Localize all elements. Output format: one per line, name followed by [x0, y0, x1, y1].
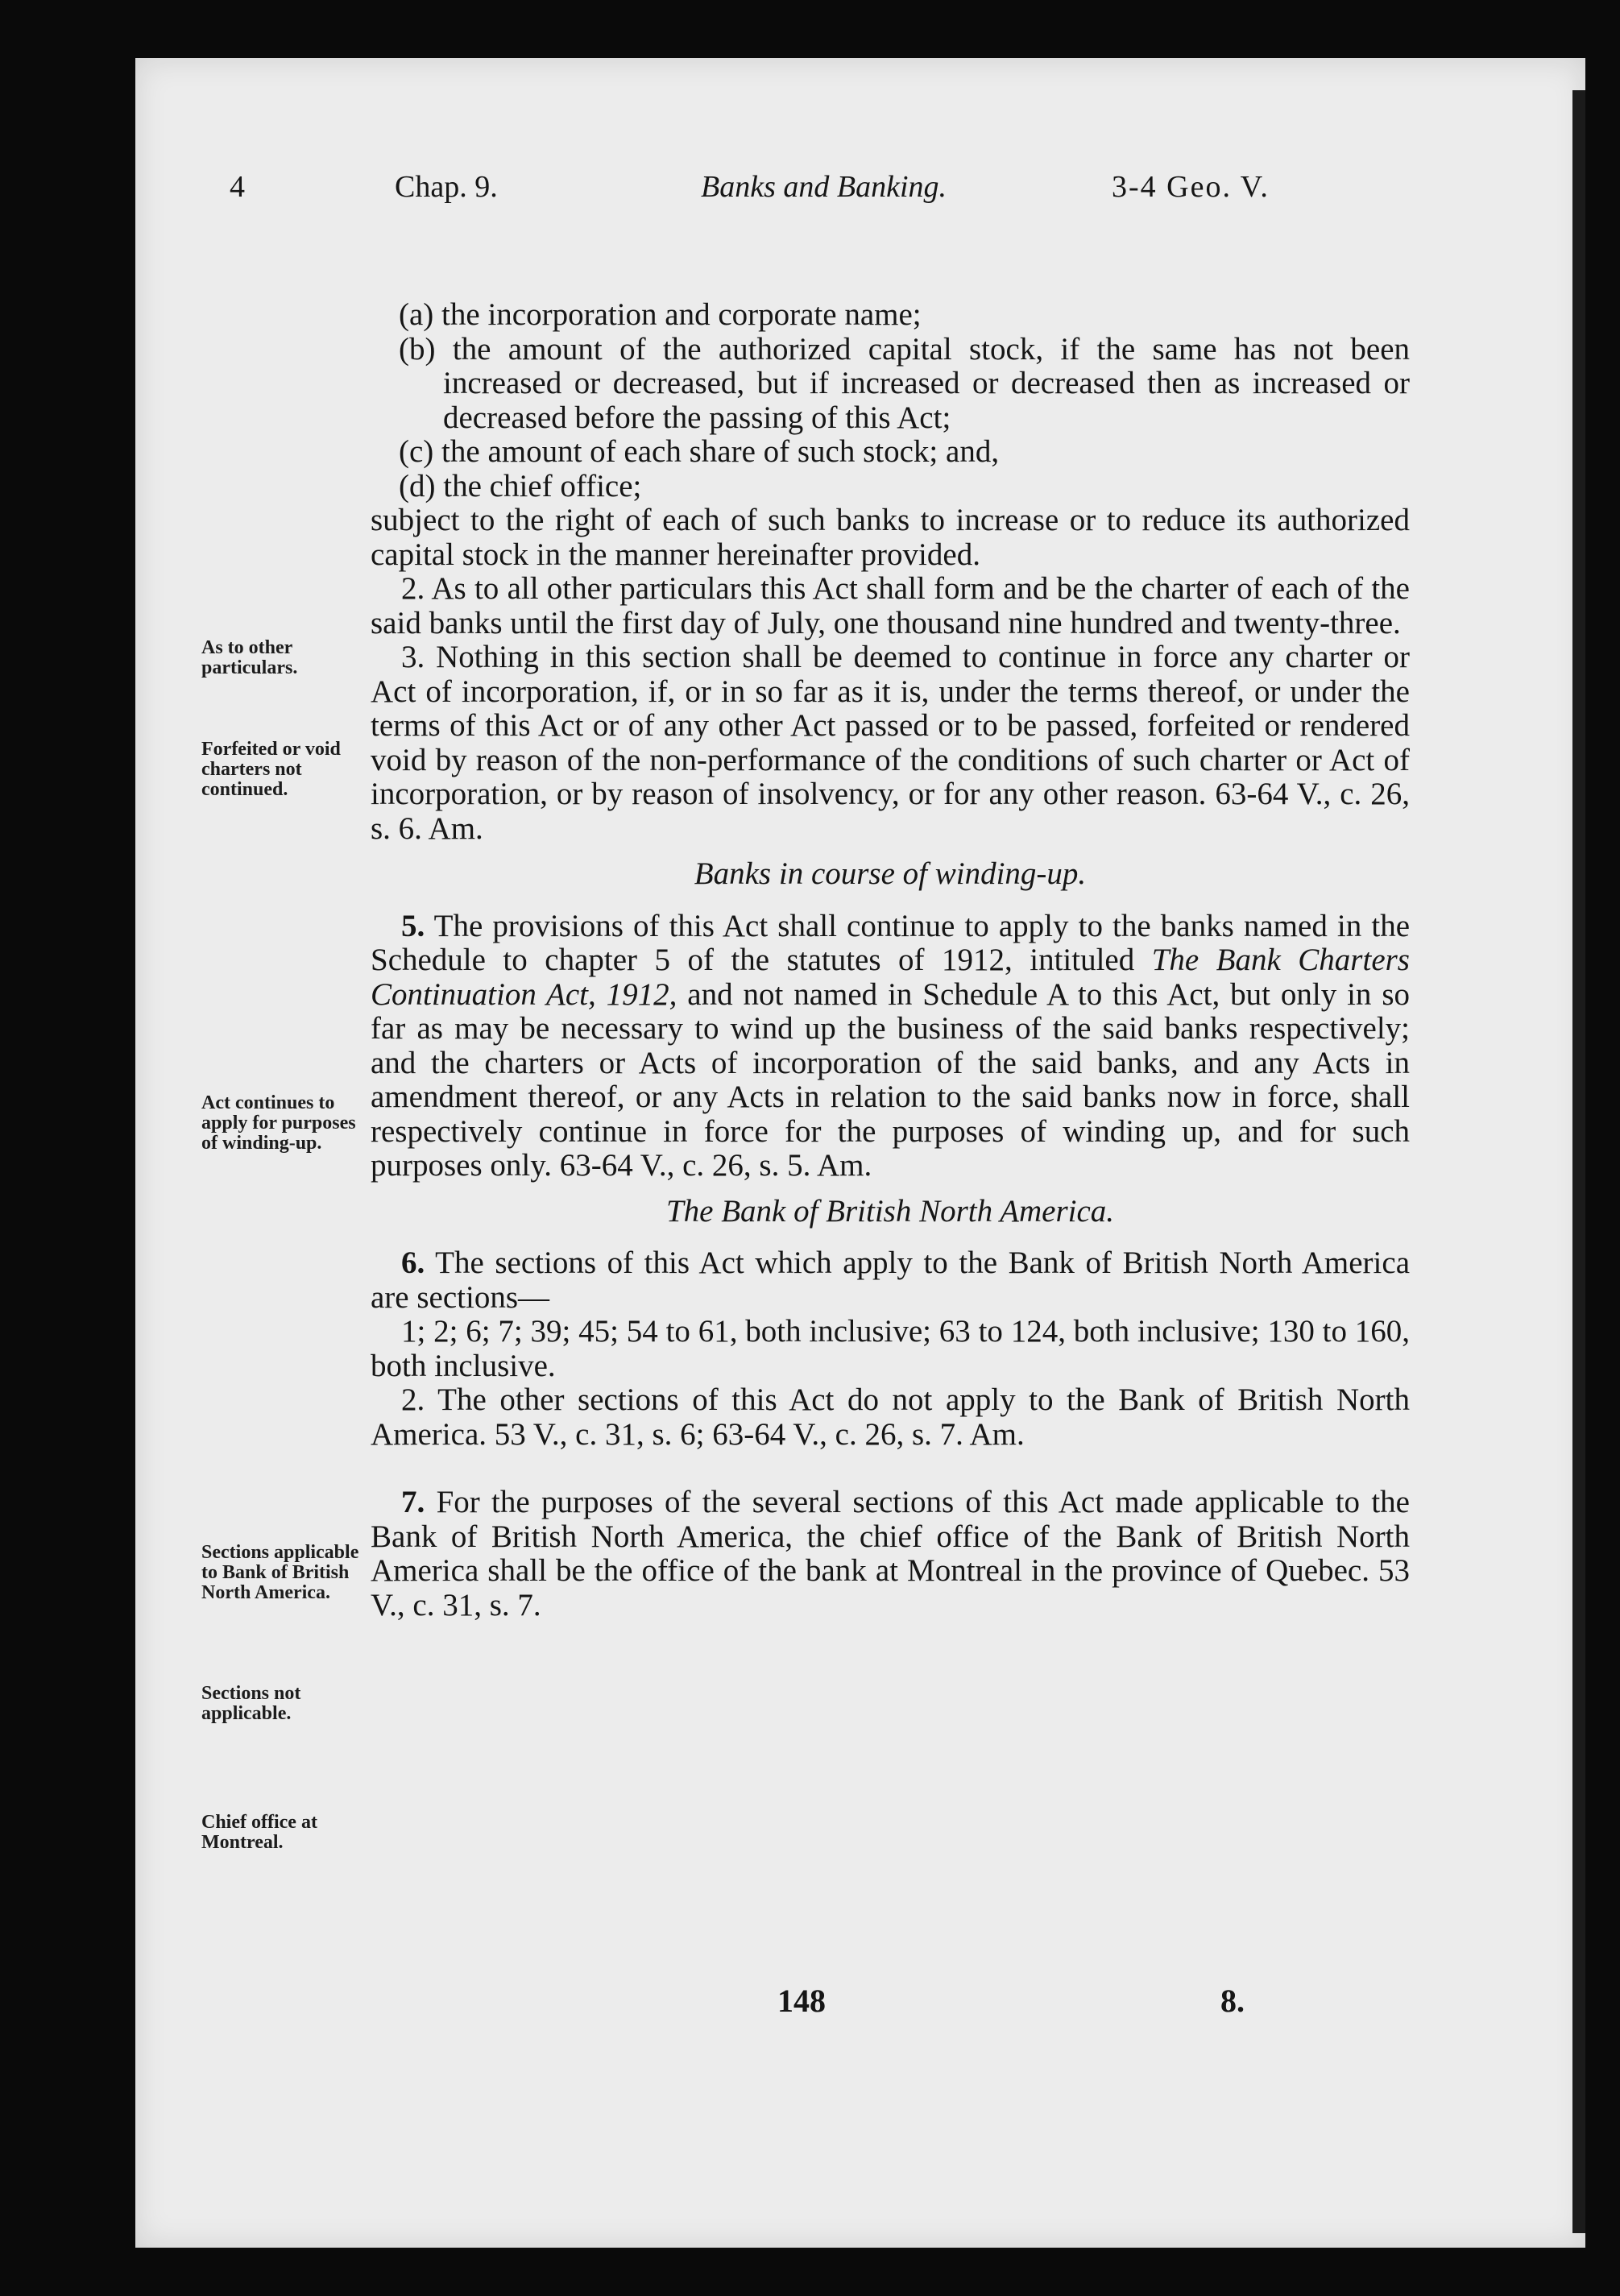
- section-number: 7.: [401, 1485, 425, 1519]
- section-number: 5.: [401, 908, 425, 943]
- section-6: [371, 1246, 1410, 1315]
- margin-note-act-continues: Act continues to apply for purposes of winding-up.: [201, 1092, 356, 1154]
- footer-signature: 8.: [1220, 1983, 1245, 2019]
- margin-note-chief-office: Chief office at Montreal.: [201, 1812, 317, 1853]
- section-6-text: The sections of this Act which apply to the Bank of British North America are sections—: [371, 1245, 1411, 1315]
- list-item: [371, 298, 1410, 333]
- continuation-text: subject to the right of each of such banks to increase or to reduce its authorized capital stock in the manner hereinafter provided.: [371, 503, 1410, 572]
- margin-note-sections-not: Sections not applicable.: [201, 1683, 301, 1724]
- chapter-label: Chap. 9.: [395, 170, 498, 204]
- footer-page-number: 148: [777, 1983, 826, 2019]
- item-text: the amount of each share of such stock; and,: [441, 434, 1000, 469]
- item-label: (b): [399, 331, 436, 367]
- list-item: [371, 333, 1410, 436]
- section-7: [371, 1486, 1410, 1623]
- act-title: The Bank Charters Continuation Act, 1912,: [371, 943, 1410, 1012]
- regnal-year: 3-4 Geo. V.: [1112, 170, 1270, 204]
- paragraph-2: 2. As to all other particulars this Act shall form and be the charter of each of the said banks until the first day of July, one thousand nine hundred and twenty-three.: [371, 571, 1410, 640]
- section-7-text: For the purposes of the several sections of this Act made applicable to the Bank of British North America, the chief office of the Bank of British North America shall be the office of the bank at Montreal in the province of Quebec. 53 V., c. 31, s. 7.: [371, 1485, 1410, 1623]
- section-5-text-a: The provisions of this Act shall continue to apply to the banks named in the Schedule to chapter 5 of the statutes of 1912, intituled: [371, 908, 1411, 977]
- item-label: (d): [399, 468, 436, 504]
- section-5: [371, 910, 1410, 1183]
- item-label: (c): [399, 434, 434, 469]
- section-6-para-2: 2. The other sections of this Act do not apply to the Bank of British North America. 53 V., c. 31, s. 6; 63-64 V., c. 26, s. 7. Am.: [371, 1382, 1410, 1452]
- item-text: the chief office;: [443, 468, 642, 504]
- section-number: 6.: [401, 1245, 425, 1280]
- item-text: the incorporation and corporate name;: [441, 297, 922, 332]
- page-number: 4: [230, 170, 245, 204]
- paragraph-3: 3. Nothing in this section shall be deemed to continue in force any charter or Act of incorporation, if, or in so far as it is, under the terms thereof, or under the terms of this Act or of any other Act passed or to be passed, forfeited or rendered void by reason of the non-performance of the conditions of such charter or Act of incorporation, or by reason of insolvency, or for any other reason. 63-64 V., c. 26, s. 6. Am.: [371, 640, 1410, 846]
- margin-note-forfeited: Forfeited or void charters not continued.: [201, 739, 341, 800]
- heading-bank-bna: The Bank of British North America.: [665, 1193, 1115, 1229]
- margin-note-other-particulars: As to other particulars.: [201, 637, 298, 678]
- list-item: [371, 435, 1410, 470]
- margin-note-sections-applicable: Sections applicable to Bank of British North America.: [201, 1542, 359, 1603]
- section-continuation-block: [371, 298, 1410, 1623]
- item-label: (a): [399, 297, 434, 332]
- running-title: Banks and Banking.: [701, 170, 947, 204]
- item-text: the amount of the authorized capital stock, if the same has not been increased or decreased, but if increased or decreased then as increased or decreased before the passing of this Act;: [443, 331, 1411, 435]
- section-6-list: 1; 2; 6; 7; 39; 45; 54 to 61, both inclusive; 63 to 124, both inclusive; 130 to 160, both inclusive.: [371, 1314, 1410, 1383]
- heading-winding-up: Banks in course of winding-up.: [694, 856, 1087, 891]
- list-item: [371, 470, 1410, 504]
- section-5-text-b: and not named in Schedule A to this Act, but only in so far as may be necessary to wind up the business of the said banks respectively; and the charters or Acts of incorporation of the said banks, and any Acts in amendment thereof, or any Acts in relation to the said banks now in force, shall respectively continue in force for the purposes of winding up, and for such purposes only. 63-64 V., c. 26, s. 5. Am.: [371, 976, 1411, 1183]
